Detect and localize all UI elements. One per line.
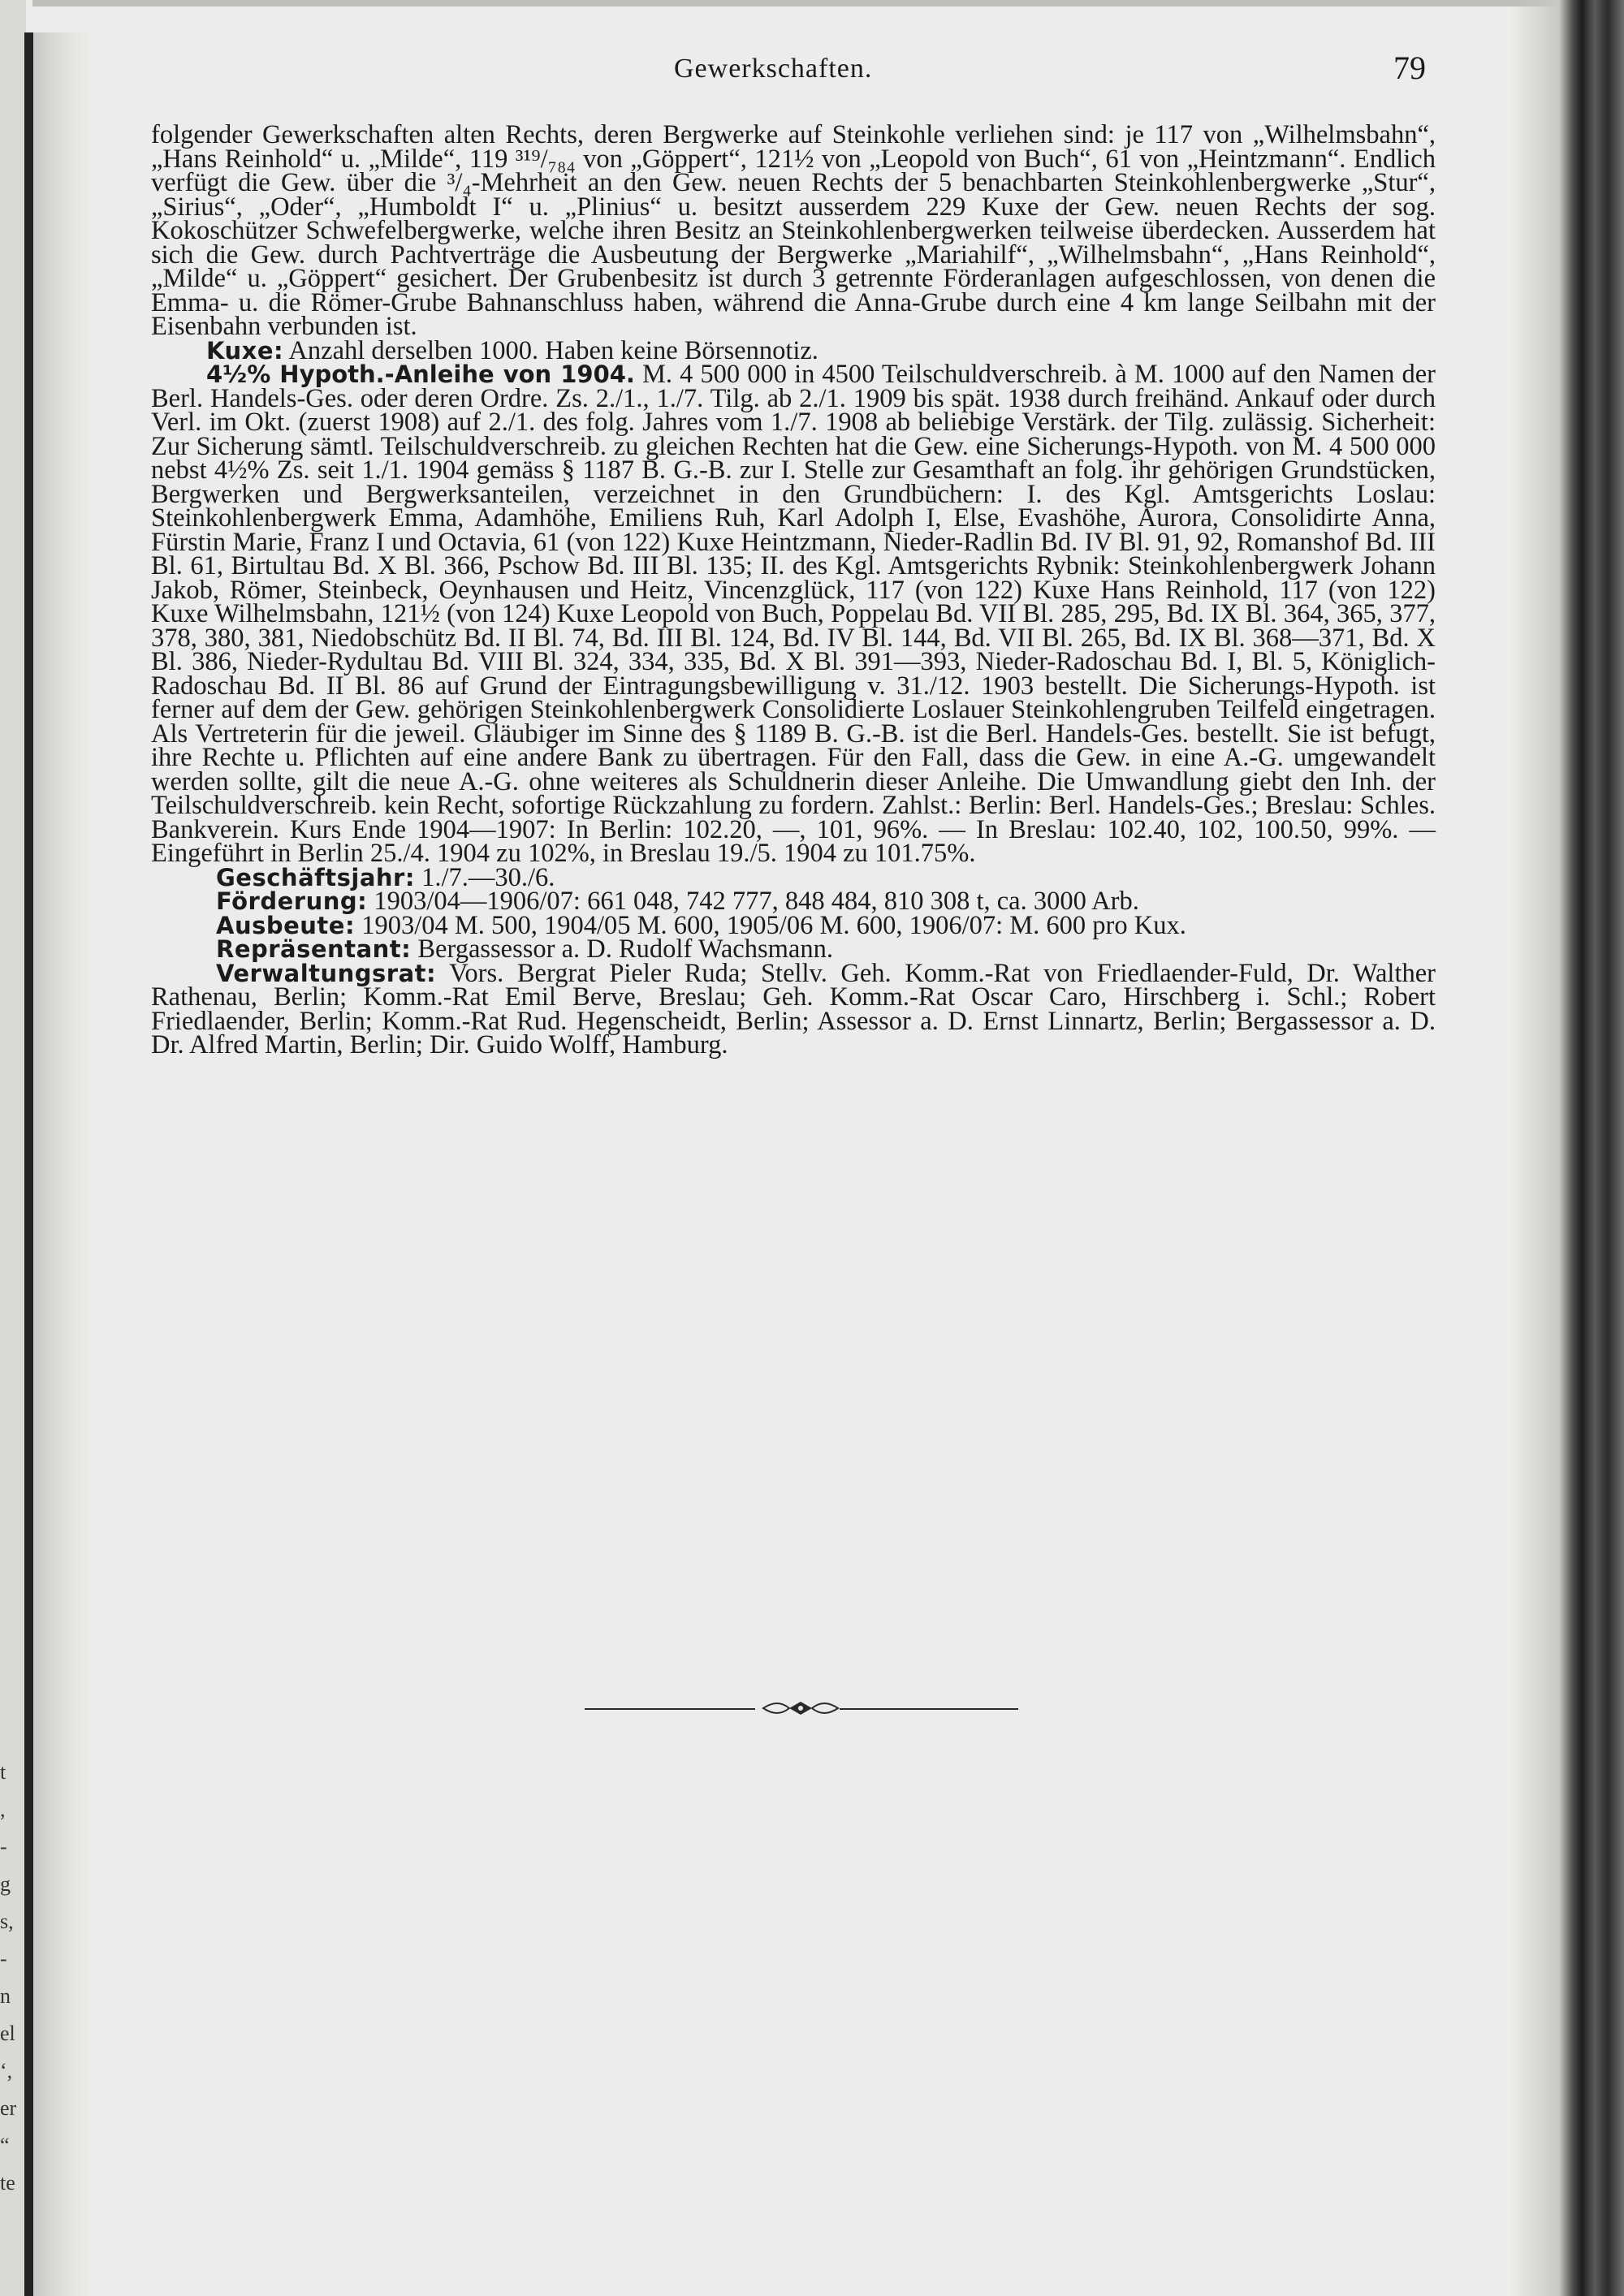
margin-fragment: s, bbox=[0, 1910, 14, 1933]
ausbeute-label: Ausbeute: bbox=[216, 911, 356, 939]
verwaltungsrat-text: Vors. Bergrat Pieler Ruda; Stellv. Geh. Komm.-Rat von Friedlaender-Fuld, Dr. Walther Rathenau, Berlin; Komm.-Rat Emil Berve, Breslau; Geh. Komm.-Rat Oscar Caro, Hirschberg i. Schl.; Robert Friedlaender, Berlin; Komm.-Rat Rud. Hegenscheidt, Berlin; Assessor a. D. Ernst Linnartz, Berlin; Bergassessor a. D. Dr. Alfred Martin, Berlin; Dir. Guido Wolff, Hamburg. bbox=[151, 958, 1436, 1060]
verwaltungsrat-label: Verwaltungsrat: bbox=[216, 959, 437, 987]
ausbeute-text: 1903/04 M. 500, 1904/05 M. 600, 1905/06 M. 600, 1906/07: M. 600 pro Kux. bbox=[355, 910, 1186, 940]
hypothek-text: M. 4 500 000 in 4500 Teilschuldverschreib. à M. 1000 auf den Namen der Berl. Handels-Ges. oder deren Ordre. Zs. 2./1., 1./7. Tilg. ab 2./1. 1909 bis spät. 1938 durch freihänd. Ankauf oder durch Verl. im Okt. (zuerst 1908) auf 2./1. des folg. Jahres vom 1./7. 1908 ab beliebige Verstärk. der Tilg. zulässig. Sicherheit: Zur Sicherung sämtl. Teilschuldverschreib. zu gleichen Rechten hat die Gew. eine Sicherungs-Hypoth. von M. 4 500 000 nebst 4½% Zs. seit 1./1. 1904 gemäss § 1187 B. G.-B. zur I. Stelle zur Gesamthaft an folg. ihr gehörigen Grundstücken, Bergwerken und Bergwerksanteilen, verzeichnet in den Grundbüchern: I. des Kgl. Amtsgerichts Loslau: Steinkohlenbergwerk Emma, Adamhöhe, Emiliens Ruh, Karl Adolph I, Else, Evashöhe, Aurora, Consolidirte Anna, Fürstin Marie, Franz I und Octavia, 61 (von 122) Kuxe Heintzmann, Nieder-Radlin Bd. IV Bl. 91, 92, Romanshof Bd. III Bl. 61, Birtultau Bd. X Bl. 366, Pschow Bd. III Bl. 135; II. des Kgl. Amtsgerichts Rybnik: Steinkohlenbergwerk Johann Jakob, Römer, Steinbeck, Oeynhausen und Heitz, Vincenzglück, 117 (von 122) Kuxe Hans Reinhold, 117 (von 122) Kuxe Wilhelmsbahn, 121½ (von 124) Kuxe Leopold von Buch, Poppelau Bd. VII Bl. 285, 295, Bd. IX Bl. 364, 365, 377, 378, 380, 381, Niedobschütz Bd. II Bl. 74, Bd. III Bl. 124, Bd. IV Bl. 144, Bd. VII Bl. 265, Bd. IX Bl. 368—371, Bd. X Bl. 386, Nieder-Rydultau Bd. VIII Bl. 324, 334, 335, Bd. X Bl. 391—393, Nieder-Radoschau Bd. I, Bl. 5, Königlich-Radoschau Bd. II Bl. 86 auf Grund der Eintragungsbewilligung v. 31./12. 1903 bestellt. Die Sicherungs-Hypoth. ist ferner auf dem der Gew. gehörigen Steinkohlenbergwerk Consolidierte Loslauer Steinkohlengruben Teilfeld eingetragen. Als Vertreterin für die jeweil. Gläubiger im Sinne des § 1189 B. G.-B. ist die Berl. Handels-Ges. bestellt. Sie ist befugt, ihre Rechte u. Pflichten auf eine andere Bank zu übertragen. Für den Fall, dass die Gew. in eine A.-G. umgewandelt werden sollte, gilt die neue A.-G. ohne weiteres als Schuldnerin dieser Anleihe. Die Umwandlung giebt den Inh. der Teilschuldverschreib. kein Recht, sofortige Rückzahlung zu fordern. Zahlst.: Berlin: Berl. Handels-Ges.; Breslau: Schles. Bankverein. Kurs Ende 1904—1907: In Berlin: 102.20, —, 101, 96%. — In Breslau: 102.40, 102, 100.50, 99%. — Eingeführt in Berlin 25./4. 1904 zu 102%, in Breslau 19./5. 1904 zu 101.75%. bbox=[151, 360, 1436, 868]
margin-fragment: t bbox=[0, 1760, 6, 1784]
foerderung-label: Förderung: bbox=[216, 887, 368, 915]
margin-fragment: g bbox=[0, 1872, 11, 1896]
margin-fragment: te bbox=[0, 2171, 15, 2195]
paragraph-intro: folgender Gewerkschaften alten Rechts, deren Bergwerke auf Steinkohle verliehen sind: je 117 von „Wilhelmsbahn“, „Hans Reinhold“ u. „Milde“, 119 ³¹⁹/₇₈₄ von „Göppert“, 121½ von „Leopold von Buch“, 61 von „Heintzmann“. Endlich verfügt die Gew. über die ³/₄-Mehrheit an den Gew. neuen Rechts der 5 benachbarten Steinkohlenbergwerke „Stur“, „Sirius“, „Oder“, „Humboldt I“ u. „Plinius“ u. besitzt ausserdem 229 Kuxe der Gew. neuen Rechts der sog. Kokoschützer Schwefelbergwerke, welche ihren Besitz an Steinkohlenbergwerken teilweise überdecken. Ausserdem hat sich die Gew. durch Pachtverträge die Ausbeutung der Bergwerke „Mariahilf“, „Wilhelmsbahn“, „Hans Reinhold“, „Milde“ u. „Göppert“ gesichert. Der Grubenbesitz ist durch 3 getrennte Förderanlagen aufgeschlossen, von denen die Emma- u. die Römer-Grube Bahnanschluss haben, während die Anna-Grube durch eine 4 km lange Seilbahn mit der Eisenbahn verbunden ist. bbox=[151, 120, 1436, 341]
margin-fragment: ‘, bbox=[0, 2059, 13, 2082]
repraesentant-label: Repräsentant: bbox=[216, 935, 412, 963]
binding-shadow bbox=[1510, 0, 1559, 2296]
hypothek-heading: 4½% Hypoth.-Anleihe von 1904. bbox=[206, 360, 635, 388]
margin-fragment: er bbox=[0, 2096, 17, 2120]
kuxe-label: Kuxe: bbox=[206, 336, 284, 365]
page-left-shadow bbox=[33, 32, 90, 2296]
fleuron-icon bbox=[762, 1698, 840, 1718]
ornament-rule-left bbox=[585, 1708, 755, 1710]
margin-fragment: - bbox=[0, 1947, 7, 1970]
page-body bbox=[151, 120, 1436, 1060]
previous-page-margin-fragments bbox=[0, 1754, 19, 2202]
foerderung-text: 1903/04—1906/07: 661 048, 742 777, 848 484, 810 308 t, ca. 3000 Arb. bbox=[367, 887, 1139, 916]
scan-top-edge bbox=[32, 0, 1559, 6]
geschaeftsjahr-label: Geschäftsjahr: bbox=[216, 863, 415, 891]
margin-fragment: , bbox=[0, 1798, 6, 1821]
paragraph-verwaltungsrat bbox=[151, 958, 1436, 1060]
ornament-rule-right bbox=[840, 1708, 1018, 1710]
page-left-rule bbox=[24, 32, 33, 2296]
section-end-ornament bbox=[585, 1698, 1018, 1718]
margin-fragment: el bbox=[0, 2022, 15, 2045]
repraesentant-text: Bergassessor a. D. Rudolf Wachsmann. bbox=[411, 934, 833, 964]
running-head: Gewerkschaften. bbox=[674, 54, 873, 84]
page-number: 79 bbox=[1393, 50, 1426, 86]
paragraph-hypothek bbox=[151, 360, 1436, 868]
kuxe-text: Anzahl derselben 1000. Haben keine Börsennotiz. bbox=[283, 335, 818, 365]
margin-fragment: “ bbox=[0, 2134, 10, 2157]
geschaeftsjahr-text: 1./7.—30./6. bbox=[414, 862, 555, 892]
book-binding-gutter bbox=[1559, 0, 1624, 2296]
margin-fragment: n bbox=[0, 1984, 11, 2008]
margin-fragment: - bbox=[0, 1835, 7, 1858]
